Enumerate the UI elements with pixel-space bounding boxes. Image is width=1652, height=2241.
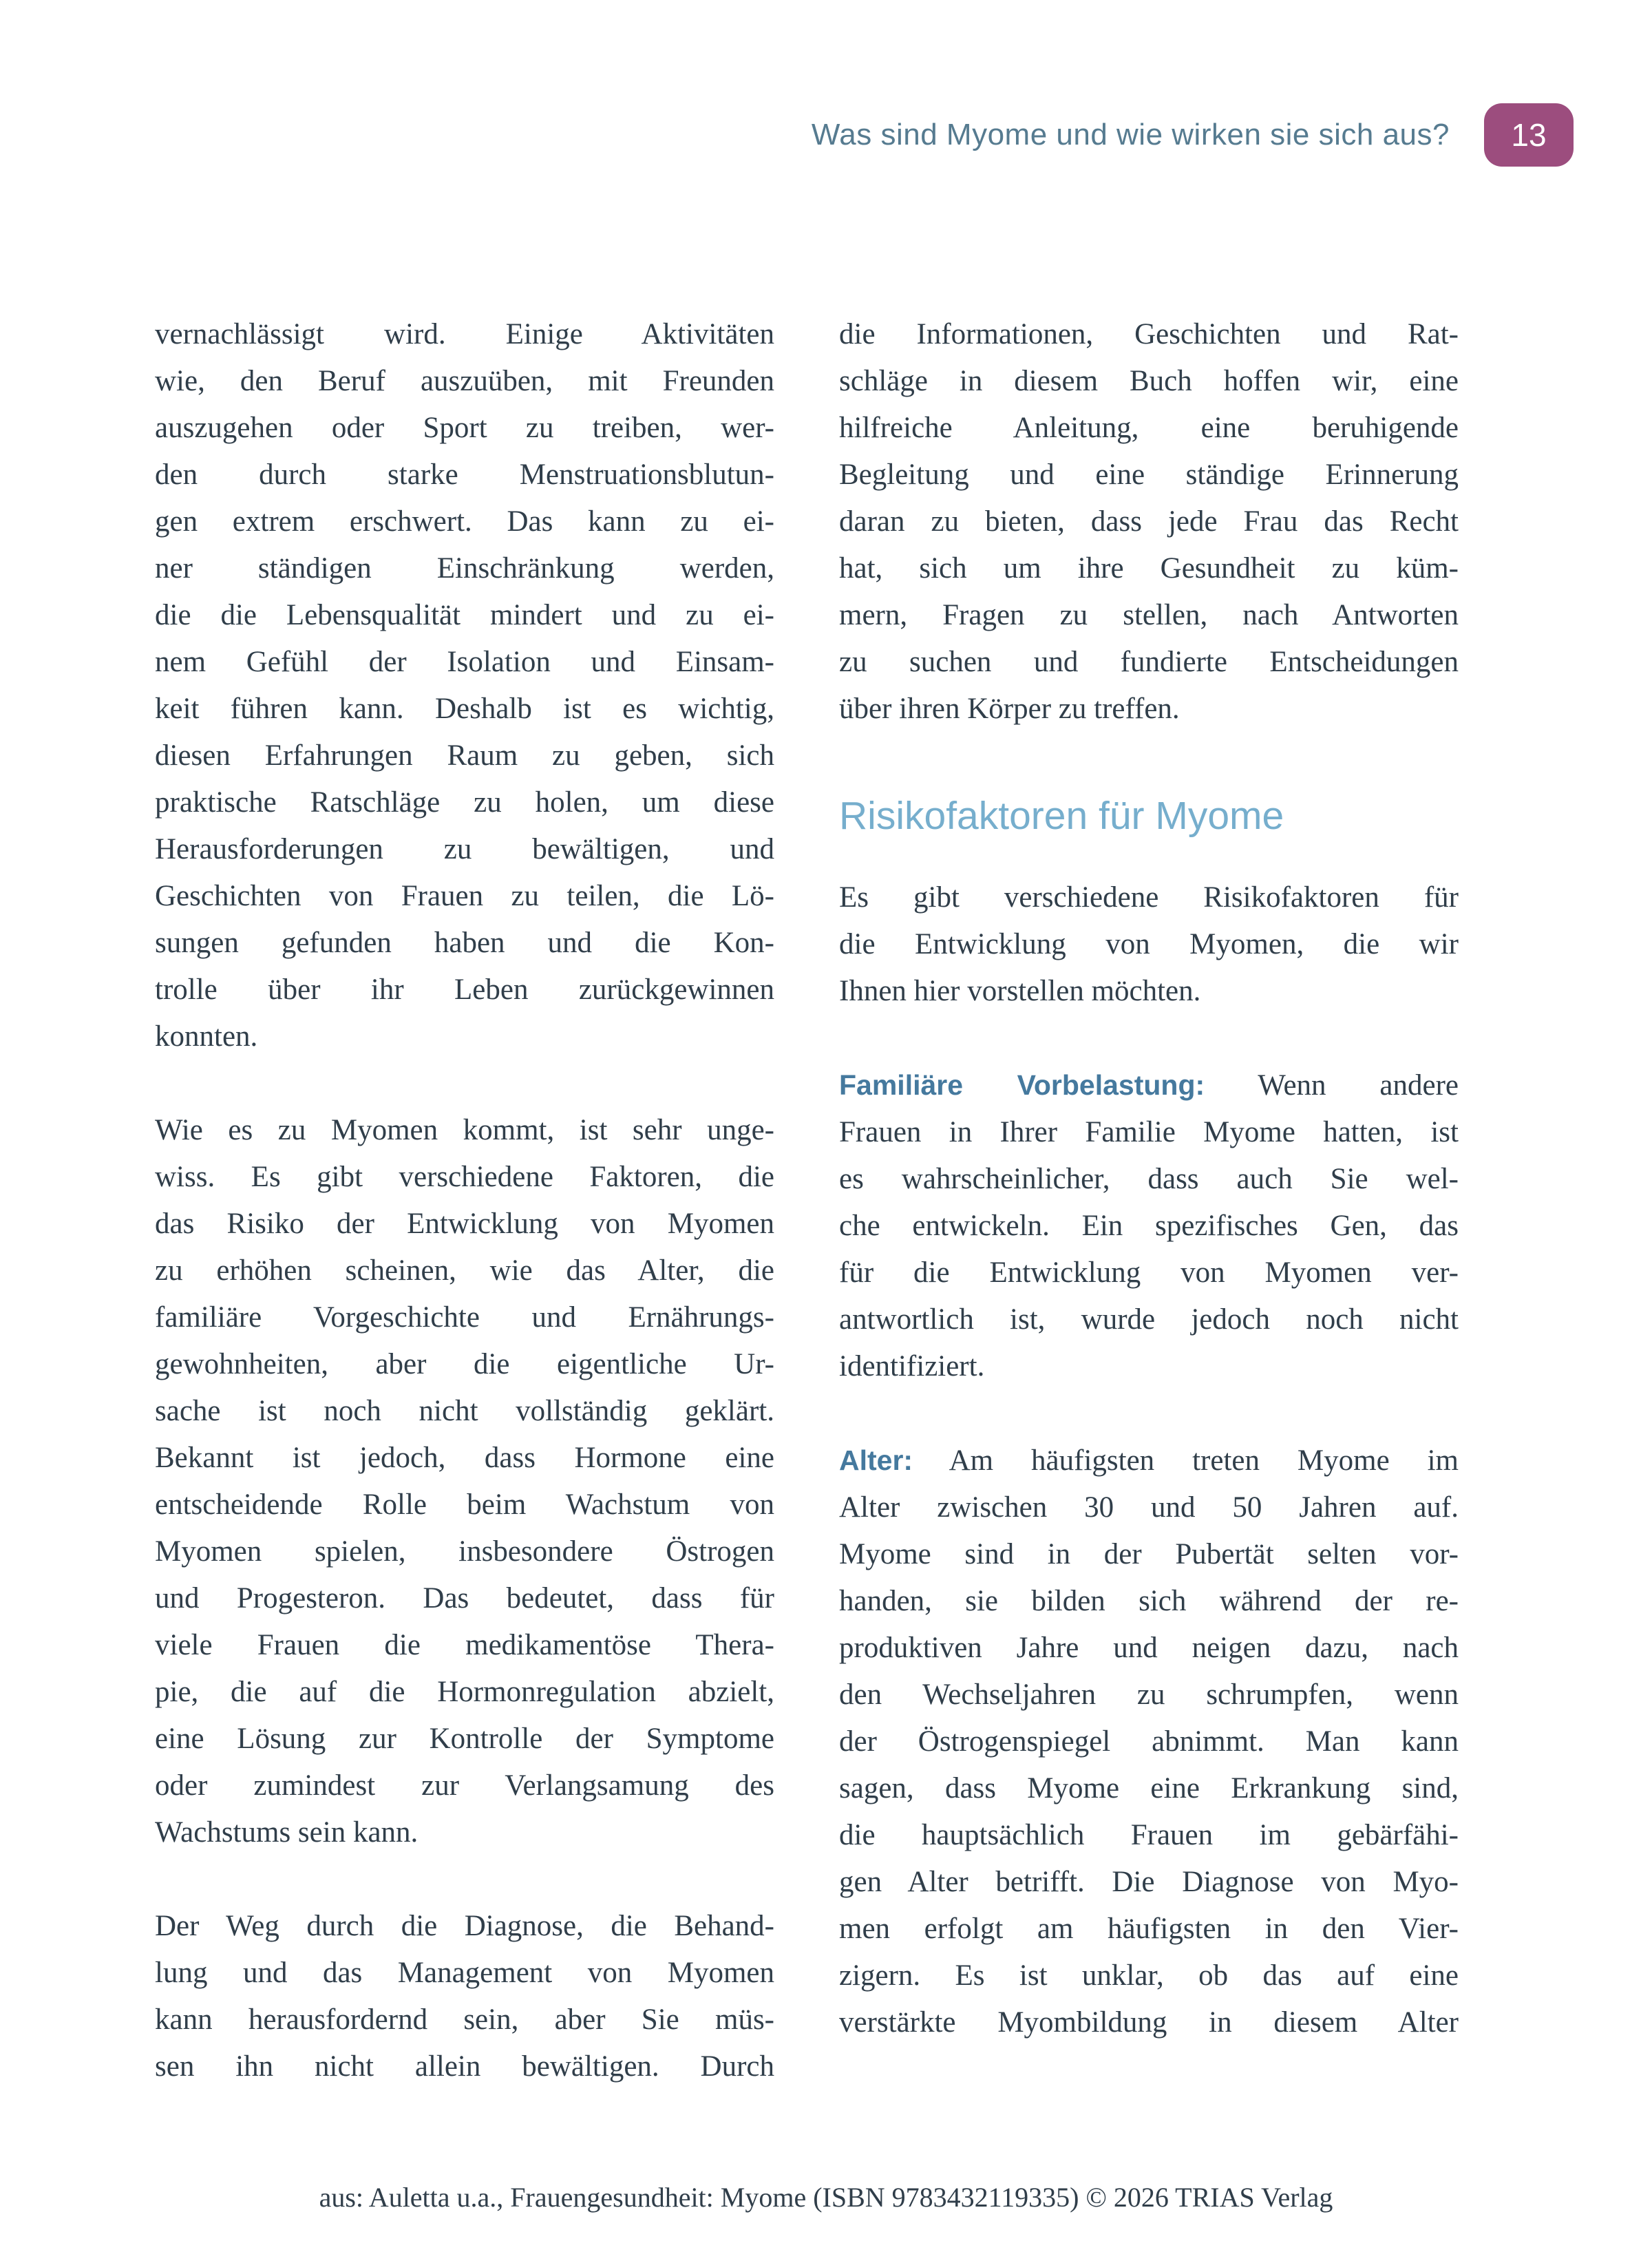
text-line: hilfreiche Anleitung, eine beruhigende (839, 412, 1459, 444)
text-line: es wahrscheinlicher, dass auch Sie wel- (839, 1163, 1459, 1195)
text-line: Myome sind in der Pubertät selten vor- (839, 1538, 1459, 1570)
page-header (812, 103, 1574, 167)
text-line: che entwickeln. Ein spezifisches Gen, das (839, 1210, 1459, 1242)
risk-factor-lead: Familiäre Vorbelastung: (839, 1069, 1205, 1101)
text-line: viele Frauen die medikamentöse Thera- (155, 1629, 774, 1661)
text-line: wie, den Beruf auszuüben, mit Freunden (155, 365, 774, 397)
text-line: keit führen kann. Deshalb ist es wichtig, (155, 693, 774, 725)
section-intro-paragraph (839, 874, 1459, 1015)
risk-factor-family-paragraph (839, 1062, 1459, 1390)
text-line: vernachlässigt wird. Einige Aktivitäten (155, 318, 774, 350)
text-line: entscheidende Rolle beim Wachstum von (155, 1488, 774, 1521)
text-line: das Risiko der Entwicklung von Myomen (155, 1208, 774, 1240)
text-line: Begleitung und eine ständige Erinnerung (839, 459, 1459, 491)
risk-factor-age-paragraph (839, 1437, 1459, 2046)
right-column (839, 311, 1459, 2090)
text-line: hat, sich um ihre Gesundheit zu küm- (839, 552, 1459, 585)
text-line: die Entwicklung von Myomen, die wir (839, 928, 1459, 960)
text-line: eine Lösung zur Kontrolle der Symptome (155, 1723, 774, 1755)
text-line: sache ist noch nicht vollständig geklärt. (155, 1395, 774, 1427)
text-line: konnten. (155, 1020, 258, 1053)
text-line: zigern. Es ist unklar, ob das auf eine (839, 1959, 1459, 1992)
body-paragraph-3 (155, 1903, 774, 2090)
text-line: Alter: Am häufigsten treten Myome im (839, 1444, 1459, 1477)
text-line: Ihnen hier vorstellen möchten. (839, 975, 1201, 1007)
text-line: die die Lebensqualität mindert und zu ei- (155, 599, 774, 631)
text-line: über ihren Körper zu treffen. (839, 693, 1180, 725)
text-line: schläge in diesem Buch hoffen wir, eine (839, 365, 1459, 397)
text-line: Alter zwischen 30 und 50 Jahren auf. (839, 1491, 1459, 1524)
text-line: handen, sie bilden sich während der re- (839, 1585, 1459, 1617)
text-line: pie, die auf die Hormonregulation abzielt, (155, 1676, 774, 1708)
text-line: die hauptsächlich Frauen im gebärfähi- (839, 1819, 1459, 1851)
page-footer (0, 2181, 1652, 2213)
left-column (155, 311, 774, 2090)
page-number-badge: 13 (1484, 103, 1574, 167)
text-line: trolle über ihr Leben zurückgewinnen (155, 974, 774, 1006)
text-line: produktiven Jahre und neigen dazu, nach (839, 1632, 1459, 1664)
text-line: die Informationen, Geschichten und Rat- (839, 318, 1459, 350)
text-line: sagen, dass Myome eine Erkrankung sind, (839, 1772, 1459, 1805)
text-line: Familiäre Vorbelastung: Wenn andere (839, 1069, 1459, 1102)
text-line: nem Gefühl der Isolation und Einsam- (155, 646, 774, 678)
text-line: daran zu bieten, dass jede Frau das Recht (839, 505, 1459, 538)
body-paragraph-4 (839, 311, 1459, 733)
text-line: gen extrem erschwert. Das kann zu ei- (155, 505, 774, 538)
body-paragraph-1 (155, 311, 774, 1060)
text-line: Wie es zu Myomen kommt, ist sehr unge- (155, 1114, 774, 1146)
text-line: zu suchen und fundierte Entscheidungen (839, 646, 1459, 678)
text-line: men erfolgt am häufigsten in den Vier- (839, 1913, 1459, 1945)
text-line: Es gibt verschiedene Risikofaktoren für (839, 881, 1459, 914)
text-line: Der Weg durch die Diagnose, die Behand- (155, 1910, 774, 1942)
text-line: mern, Fragen zu stellen, nach Antworten (839, 599, 1459, 631)
text-line: verstärkte Myombildung in diesem Alter (839, 2006, 1459, 2039)
risk-factor-lead: Alter: (839, 1444, 913, 1476)
credit-line: aus: Auletta u.a., Frauengesundheit: Myome (ISBN 9783432119335) © 2026 TRIAS Verlag (319, 2182, 1333, 2213)
text-line: für die Entwicklung von Myomen ver- (839, 1256, 1459, 1289)
text-line: diesen Erfahrungen Raum zu geben, sich (155, 739, 774, 772)
text-line: gewohnheiten, aber die eigentliche Ur- (155, 1348, 774, 1380)
text-line: Geschichten von Frauen zu teilen, die Lö- (155, 880, 774, 912)
text-line: sen ihn nicht allein bewältigen. Durch (155, 2050, 774, 2083)
text-line: kann herausfordernd sein, aber Sie müs- (155, 2003, 774, 2036)
page-content (155, 311, 1459, 2090)
section-heading: Risikofaktoren für Myome (839, 794, 1284, 838)
text-line: den durch starke Menstruationsblutun- (155, 459, 774, 491)
text-line: Myomen spielen, insbesondere Östrogen (155, 1535, 774, 1568)
text-line: sungen gefunden haben und die Kon- (155, 927, 774, 959)
running-header-title: Was sind Myome und wie wirken sie sich aus? (811, 118, 1450, 151)
text-line: praktische Ratschläge zu holen, um diese (155, 786, 774, 819)
text-line: den Wechseljahren zu schrumpfen, wenn (839, 1679, 1459, 1711)
text-line: lung und das Management von Myomen (155, 1957, 774, 1989)
text-line: wiss. Es gibt verschiedene Faktoren, die (155, 1161, 774, 1193)
text-line: Wachstums sein kann. (155, 1816, 419, 1849)
text-line: antwortlich ist, wurde jedoch noch nicht (839, 1303, 1459, 1336)
text-line: familiäre Vorgeschichte und Ernährungs- (155, 1301, 774, 1334)
text-line: Herausforderungen zu bewältigen, und (155, 833, 774, 865)
body-paragraph-2 (155, 1107, 774, 1856)
text-line: zu erhöhen scheinen, wie das Alter, die (155, 1254, 774, 1287)
text-line: Bekannt ist jedoch, dass Hormone eine (155, 1442, 774, 1474)
text-line: und Progesteron. Das bedeutet, dass für (155, 1582, 774, 1614)
text-line: identifiziert. (839, 1350, 985, 1382)
text-line: gen Alter betrifft. Die Diagnose von Myo- (839, 1866, 1459, 1898)
text-line: oder zumindest zur Verlangsamung des (155, 1769, 774, 1802)
text-line: auszugehen oder Sport zu treiben, wer- (155, 412, 774, 444)
text-line: ner ständigen Einschränkung werden, (155, 552, 774, 585)
text-line: der Östrogenspiegel abnimmt. Man kann (839, 1725, 1459, 1758)
text-line: Frauen in Ihrer Familie Myome hatten, ist (839, 1116, 1459, 1148)
